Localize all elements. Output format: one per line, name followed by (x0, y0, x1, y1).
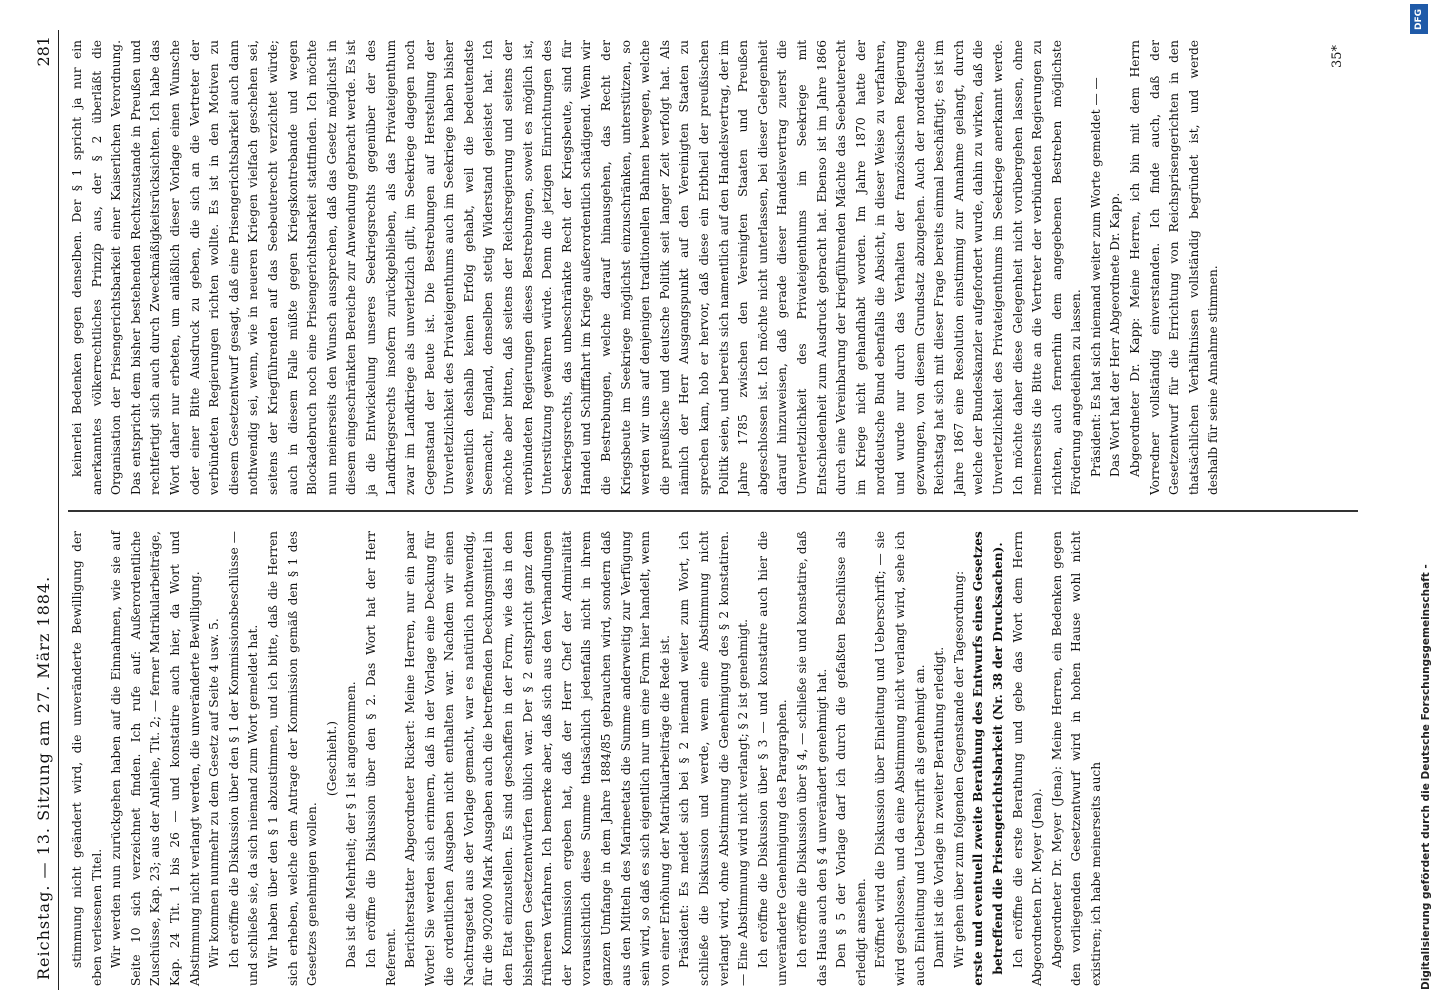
left-column-paragraph: Wir gehen über zum folgenden Gegenstande der Tagesordnung: (951, 570, 966, 968)
left-column (68, 531, 1106, 986)
left-column-paragraph: Wir haben über den § 1 abzustimmen, und ich bitte, daß die Herren sich erheben, welche dem Antrage der Kommission gemäß den § 1 des Gesetzes genehmigen wollen. (265, 531, 320, 986)
rotated-document-page (30, 30, 1370, 990)
left-column-paragraph: Berichterstatter Abgeordneter Rickert: Meine Herren, nur ein paar Worte! Sie werden sich erinnern, daß in der Vorlage eine Deckung für die ordentlichen Ausgaben nicht enthalten war. Nachdem wir einen Nachtragsetat aus der Vorlage gemacht, war es natürlich nothwendig, für die 902000 Mark Ausgaben auch die betreffenden Deckungsmittel in den Etat einzustellen. Es sind geschaffen in der Form, wie das in den bisherigen Gesetzentwürfen üblich war. Der § 2 entspricht ganz dem früheren Verfahren. Ich bemerke aber, daß sich aus den Verhandlungen der Kommission ergeben hat, daß der Herr Chef der Admiralität voraussichtlich diese Summe thatsächlich jedenfalls nicht in ihrem ganzen Umfange in dem Jahre 1884/85 gebrauchen wird, sondern daß aus den Mitteln des Marineetats die Summe anderweitig zur Verfügung sein wird, so daß es sich eigentlich nur um eine Form hier handelt, wenn von einer Erhöhung der Matrikularbeiträge die Rede ist. (403, 531, 672, 986)
left-column-paragraph: Abgeordneter Dr. Meyer (Jena): Meine Herren, ein Bedenken gegen den vorliegenden Gesetzentwurf wird in hohen Hause wohl nicht existiren; ich habe meinerseits auch (1049, 531, 1103, 986)
page-header (30, 30, 59, 990)
left-column-paragraph: Wir kommen nunmehr zu dem Gesetz auf Seite 4 usw. 5. (207, 618, 222, 968)
left-column-paragraph: erste und eventuell zweite Berathung des Entwurfs eines Gesetzes betreffend die Prisengerichtsbarkeit (Nr. 38 der Drucksachen). (971, 531, 1005, 986)
right-column-paragraph: keinerlei Bedenken gegen denselben. Der § 1 spricht ja nur ein anerkanntes völkerrechtliches Prinzip aus, der § 2 überläßt die Organisation der Prisengerichtsbarkeit einer Kaiserlichen Verordnung. Das entspricht dem bisher bestehenden Rechtszustande in Preußen und rechtfertigt sich auch durch Zweckmäßigkeitsrücksichten. Ich habe das Wort daher nur erbeten, um anläßlich dieser Vorlage einen Wunsche oder einer Bitte Ausdruck zu geben, die sich an die Vertreter der verbündeten Regierungen richten wollte. Es ist in den Motiven zu diesem Gesetzentwurf gesagt, daß eine Prisengerichtsbarkeit auch dann nothwendig sei, wenn, wie in neueren Kriegen vielfach geschehen sei, seitens der Kriegführenden auf das Seebeuterecht verzichtet würde; auch in diesem Falle müßte gegen Kriegskontrebande und wegen Blockadebruch noch eine Prisengerichtsbarkeit stattfinden. Ich möchte nun meinerseits den Wunsch aussprechen, daß das Gesetz möglichst in diesem eingeschränkten Bereiche zur Anwendung gebracht werde. Es ist ja die Entwickelung unseres Seekriegsrechts gegenüber der des Landkriegsrechts insofern zurückgeblieben, als das Privateigenthum zwar im Landkriege als unverletzlich gilt, im Seekriege dagegen noch Gegenstand der Beute ist. Die Bestrebungen auf Herstellung der Unverletzlichkeit des Privateigenthums auch im Seekriege haben bisher wesentlich deshalb keinen Erfolg gehabt, weil die bedeutendste Seemacht, England, denselben stetig Widerstand geleistet hat. Ich möchte aber bitten, daß seitens der Reichsregierung und seitens der verbündeten Regierungen dieses Bestrebungen, soweit es möglich ist, Unterstützung gewähren würde. Denn die jetzigen Einrichtungen des Seekriegsrechts, das unbeschränkte Recht der Kriegsbeute, sind für Handel und Schifffahrt im Kriege außerordentlich schädigend. Wenn wir die Bestrebungen, welche darauf hinausgehen, das Recht der Kriegsbeute im Seekriege möglichst einzuschränken, unterstützen, so werden wir uns auf denjenigen traditionellen Bahnen bewegen, welche die preußische und deutsche Politik seit langer Zeit verfolgt hat. Als nämlich der Herr Ausgangspunkt auf den Vereinigten Staaten zu sprechen kam, hob er hervor, daß diese ein Erbtheil der preußischen Politik seien, und bereits sich namentlich auf den Handelsvertrag, der im Jahre 1785 zwischen den Vereinigten Staaten und Preußen abgeschlossen ist. Ich möchte nicht unterlassen, bei dieser Gelegenheit darauf hinzuweisen, daß gerade dieser Handelsvertrag zuerst die Unverletzlichkeit des Privateigenthums im Seekriege mit Entschiedenheit zum Ausdruck gebracht hat. Ebenso ist im Jahre 1866 durch eine Vereinbarung der kriegführenden Mächte das Seebeuterecht im Kriege nicht gehandhabt worden. Im Jahre 1870 hatte der norddeutsche Bund ebenfalls die Absicht, in dieser Weise zu verfahren, und wurde nur durch das Verhalten der französischen Regierung gezwungen, von diesem Grundsatz abzugehen. Auch der norddeutsche Reichstag hat sich mit dieser Frage bereits einmal beschäftigt; es ist im Jahre 1867 eine Resolution einstimmig zur Annahme gelangt, durch welche der Bundeskanzler aufgefordert wurde, dahin zu wirken, daß die Unverletzlichkeit des Privateigenthums im Seekriege anerkannt werde. Ich möchte daher diese Gelegenheit nicht vorübergehen lassen, ohne meinerseits die Bitte an die Vertreter der verbündeten Regierungen zu richten, auch fernerhin dem angegebenen Bestreben möglichste Förderung angedeihen zu lassen. (70, 40, 1084, 495)
column-divider (68, 511, 1358, 513)
left-column-paragraph: Damit ist die Vorlage in zweiter Berathung erledigt. (932, 646, 947, 968)
left-column-paragraph: Ich eröffne die Diskussion über § 3 — und konstatire auch hier die unveränderte Genehmigung des Paragraphen. (755, 531, 790, 986)
signature-mark: 35* (1330, 44, 1345, 68)
left-column-paragraph: stimmung nicht geändert wird, die unveränderte Bewilligung der eben verlesenen Titel. (70, 531, 104, 986)
page-number: 281 (34, 36, 53, 67)
left-column-paragraph: Präsident: Es meldet sich bei § 2 niemand weiter zum Wort, ich schließe die Diskussion und werde, wenn eine Abstimmung nicht verlangt wird, ohne Abstimmung die Genehmigung des § 2 konstatiren. — Eine Abstimmung wird nicht verlangt; § 2 ist genehmigt. (677, 531, 751, 986)
left-column-paragraph: (Geschieht.) (324, 720, 339, 797)
right-column-paragraph: Abgeordneter Dr. Kapp: Meine Herren, ich bin mit dem Herrn Vorredner vollständig einverstanden. Ich finde auch, daß der Gesetzentwurf für die Errichtung von Reichsprisengerichten in den thatsächlichen Verhältnissen vollständig begründet ist, und werde deshalb für seine Annahme stimmen. (1128, 40, 1221, 495)
left-column-paragraph: Wir werden nun zurückgehen haben auf die Einnahmen, wie sie auf Seite 10 sich verzeichnet finden. Ich rufe auf: Außerordentliche Zuschüsse, Kap. 23; aus der Anleihe, Tit. 2; — ferner Matrikularbeiträge, Kap. 24 Tit. 1 bis 26 — und konstatire auch hier, da Wort und Abstimmung nicht verlangt werden, die unveränderte Bewilligung. (109, 531, 202, 986)
right-column-paragraph: Das Wort hat der Herr Abgeordnete Dr. Kapp. (1108, 192, 1123, 477)
left-column-paragraph: Ich eröffne die erste Berathung und gebe das Wort dem Herrn Abgeordneten Dr. Meyer (Jena). (1010, 531, 1045, 986)
left-column-paragraph: Ich eröffne die Diskussion über den § 1 der Kommissionsbeschlüsse — und schließe sie, da sich niemand zum Wort gemeldet hat. (226, 531, 261, 986)
left-column-paragraph: Den § 5 der Vorlage darf ich durch die gefaßten Beschlüsse als erledigt ansehen. (834, 531, 868, 986)
left-column-paragraph: Das ist die Mehrheit; der § 1 ist angenommen. (344, 681, 359, 968)
right-column-paragraph: Präsident: Es hat sich niemand weiter zum Worte gemeldet — — (1088, 77, 1103, 477)
left-column-paragraph: Eröffnet wird die Diskussion über Einleitung und Ueberschrift; — sie wird geschlossen, und da eine Abstimmung nicht verlangt wird, sehe ich auch Einleitung und Ueberschrift als genehmigt an. (873, 531, 927, 986)
running-title: Reichstag. — 13. Sitzung am 27. März 1884. (34, 575, 53, 980)
right-column (68, 40, 1224, 495)
digitization-credit: Digitalisierung gefördert durch die Deutsche Forschungsgemeinschaft - (1420, 564, 1432, 990)
left-column-paragraph: Ich eröffne die Diskussion über den § 2. Das Wort hat der Herr Referent. (363, 531, 398, 986)
left-column-paragraph: Ich eröffne die Diskussion über § 4, — schließe sie und konstatire, daß das Haus auch den § 4 unverändert genehmigt hat. (794, 531, 829, 986)
dfg-logo: DFG (1410, 4, 1428, 34)
